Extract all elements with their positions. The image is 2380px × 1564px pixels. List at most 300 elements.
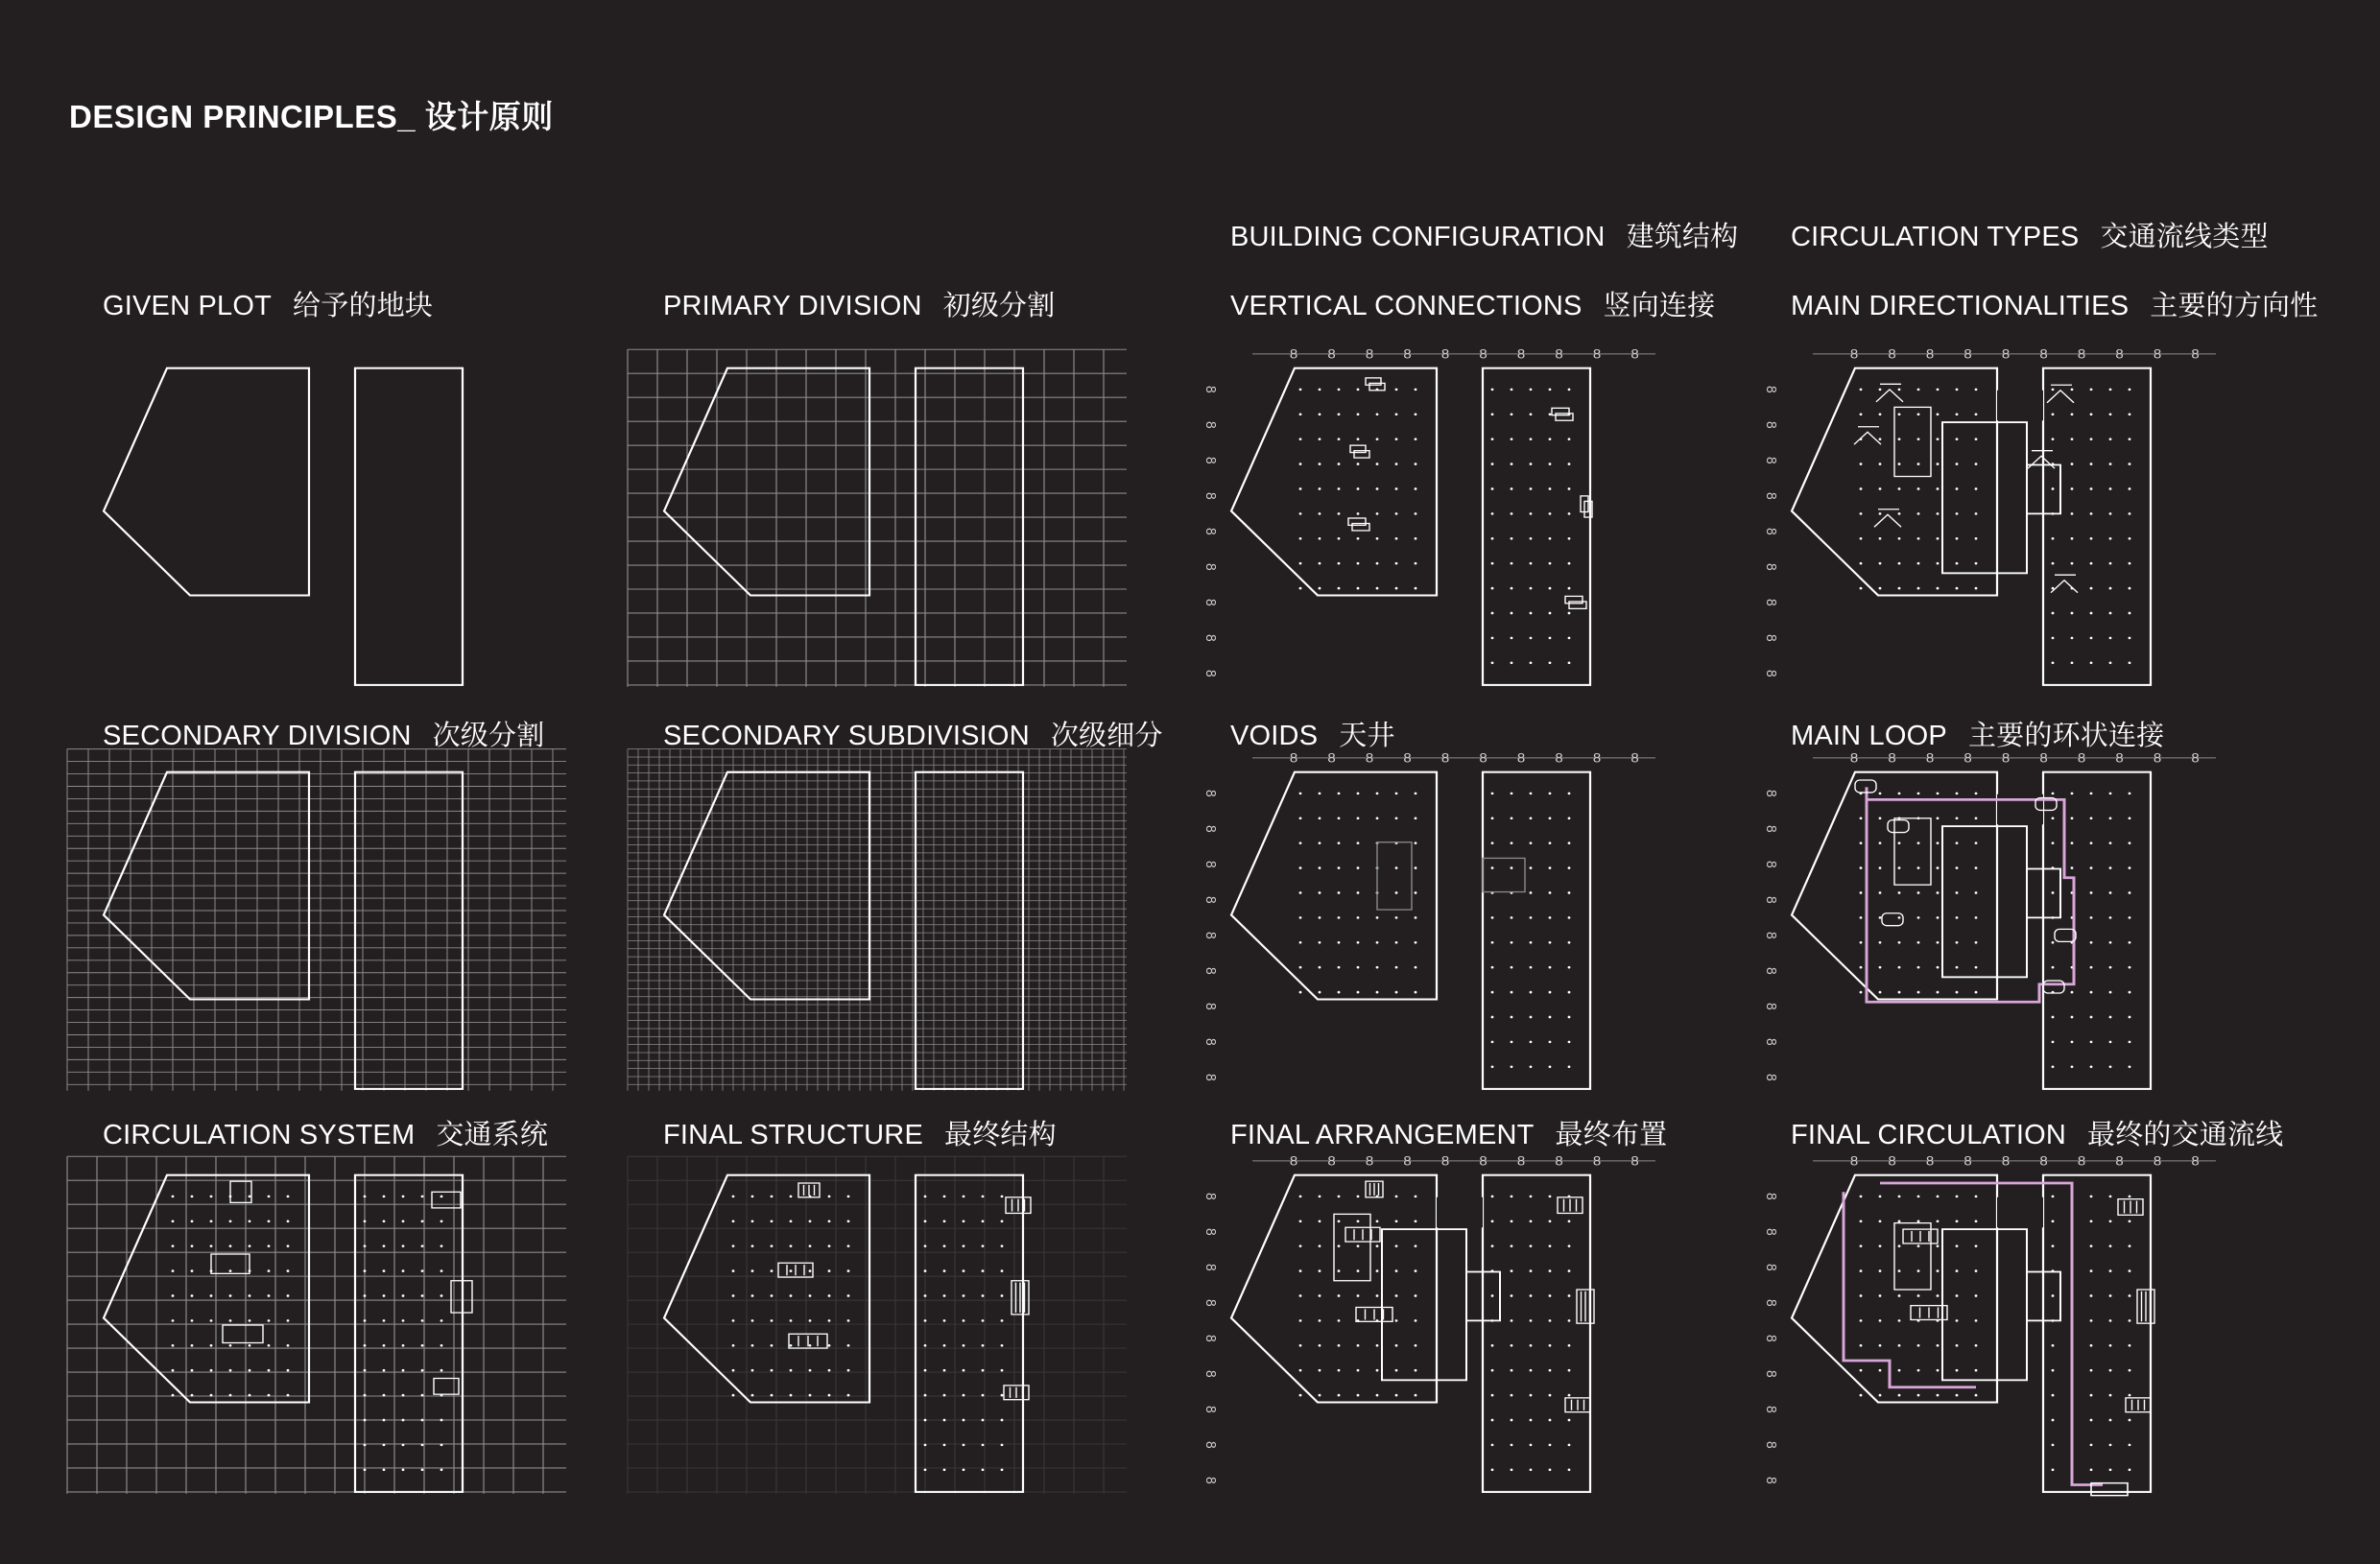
column-dot <box>1395 487 1398 490</box>
column-dot <box>1568 1394 1571 1397</box>
column-dot <box>1491 661 1494 664</box>
column-dot <box>1860 1220 1863 1222</box>
column-dot <box>732 1244 735 1247</box>
column-dot <box>1860 562 1863 565</box>
scale-label-top: 8 <box>1630 1153 1639 1170</box>
column-dot <box>2052 1344 2055 1347</box>
column-dot <box>1299 866 1302 869</box>
column-dot <box>2090 1419 2093 1422</box>
column-dot <box>2052 637 2055 640</box>
direction-arrow <box>2051 581 2078 593</box>
column-dot <box>963 1220 965 1222</box>
plot-outline-east <box>1483 1175 1590 1492</box>
atrium-void <box>1942 422 2027 573</box>
column-dot <box>2052 438 2055 440</box>
column-dot <box>943 1294 946 1297</box>
column-dot <box>2129 1444 2131 1447</box>
stair-core <box>1558 1197 1583 1214</box>
column-dot <box>1879 1244 1882 1247</box>
column-dot <box>1860 817 1863 819</box>
column-dot <box>751 1369 754 1372</box>
column-dot <box>364 1269 367 1272</box>
circulation-box <box>434 1379 459 1395</box>
column-dot <box>1299 413 1302 415</box>
column-dot <box>1937 793 1940 795</box>
column-dot <box>1568 637 1571 640</box>
stair-core <box>1345 1227 1380 1242</box>
column-dot <box>1549 916 1552 919</box>
stair-core <box>1903 1229 1938 1244</box>
column-dot <box>2090 991 2093 994</box>
column-dot <box>2129 916 2131 919</box>
column-dot <box>790 1319 793 1322</box>
column-dot <box>1937 1244 1940 1247</box>
small-void <box>1894 407 1931 476</box>
column-dot <box>2071 389 2074 391</box>
column-dot <box>2129 661 2131 664</box>
column-dot <box>172 1269 175 1272</box>
column-dot <box>1001 1444 1004 1447</box>
column-dot <box>2109 1244 2112 1247</box>
column-dot <box>1917 941 1920 944</box>
column-dot <box>1568 512 1571 515</box>
panel-circulation-system <box>67 1148 605 1503</box>
column-header-building-configuration: BUILDING CONFIGURATION 建筑结构 <box>1230 222 1739 252</box>
scale-label-left: 8 <box>1202 670 1219 677</box>
column-dot <box>1491 438 1494 440</box>
column-dot <box>2109 1468 2112 1471</box>
column-dot <box>1395 1269 1398 1272</box>
column-dot <box>1357 1394 1360 1397</box>
column-dot <box>268 1344 271 1347</box>
plot-outline-east <box>2043 772 2151 1089</box>
scale-label-left: 8 <box>1202 634 1219 642</box>
column-dot <box>963 1419 965 1422</box>
column-dot <box>1511 389 1513 391</box>
column-dot <box>1975 1319 1978 1322</box>
column-dot <box>2109 587 2112 590</box>
column-dot <box>1568 1016 1571 1019</box>
column-dot <box>1376 537 1379 540</box>
column-dot <box>1357 793 1360 795</box>
column-dot <box>1001 1319 1004 1322</box>
column-dot <box>1511 841 1513 844</box>
column-dot <box>1511 1244 1513 1247</box>
column-dot <box>1001 1220 1004 1222</box>
column-dot <box>1860 941 1863 944</box>
column-dot <box>268 1196 271 1198</box>
column-dot <box>1917 1394 1920 1397</box>
scale-label-top: 8 <box>1630 750 1639 767</box>
scale-label-left: 8 <box>1202 1193 1219 1200</box>
column-dot <box>1860 841 1863 844</box>
column-dot <box>1338 793 1341 795</box>
label-main-loop: MAIN LOOP 主要的环状连接 <box>1791 721 2165 751</box>
column-dot <box>2052 537 2055 540</box>
column-dot <box>1568 1269 1571 1272</box>
column-dot <box>1568 1369 1571 1372</box>
scale-label-top: 8 <box>2115 1153 2124 1170</box>
column-dot <box>2090 1369 2093 1372</box>
column-dot <box>1001 1369 1004 1372</box>
column-dot <box>2071 413 2074 415</box>
column-dot <box>1917 537 1920 540</box>
plot-outline-east <box>355 772 463 1089</box>
scale-label-left: 8 <box>1762 1335 1779 1342</box>
column-dot <box>1898 562 1901 565</box>
column-dot <box>2129 512 2131 515</box>
column-dot <box>1338 1220 1341 1222</box>
column-dot <box>1491 941 1494 944</box>
column-dot <box>2109 1394 2112 1397</box>
column-dot <box>1319 512 1321 515</box>
plot-outline-west <box>1231 1175 1437 1403</box>
column-dot <box>1530 1294 1533 1297</box>
scale-label-left: 8 <box>1202 386 1219 393</box>
column-dot <box>809 1369 812 1372</box>
column-dot <box>1491 413 1494 415</box>
column-dot <box>421 1244 424 1247</box>
column-dot <box>771 1196 774 1198</box>
column-dot <box>440 1369 443 1372</box>
column-dot <box>1975 413 1978 415</box>
column-dot <box>1879 537 1882 540</box>
column-dot <box>1511 612 1513 615</box>
column-dot <box>1511 1065 1513 1068</box>
column-dot <box>1937 562 1940 565</box>
column-dot <box>2090 1065 2093 1068</box>
column-dot <box>2090 612 2093 615</box>
loop-node <box>1882 913 1903 926</box>
column-dot <box>1415 487 1417 490</box>
column-dot <box>1511 1369 1513 1372</box>
column-dot <box>287 1244 290 1247</box>
column-dot <box>1338 1394 1341 1397</box>
column-dot <box>1898 1294 1901 1297</box>
column-dot <box>1511 991 1513 994</box>
column-dot <box>2071 793 2074 795</box>
column-dot <box>1860 462 1863 465</box>
column-dot <box>2129 1220 2131 1222</box>
column-dot <box>1549 537 1552 540</box>
column-dot <box>2052 966 2055 969</box>
column-dot <box>191 1196 194 1198</box>
atrium-void <box>1382 1229 1466 1380</box>
label-given-plot: GIVEN PLOT 给予的地块 <box>103 291 434 321</box>
plot-outline-west <box>1792 772 1997 1000</box>
column-dot <box>364 1369 367 1372</box>
column-dot <box>751 1344 754 1347</box>
column-dot <box>1898 793 1901 795</box>
column-dot <box>1937 413 1940 415</box>
column-dot <box>2071 537 2074 540</box>
scale-label-left: 8 <box>1762 634 1779 642</box>
panel-secondary-subdivision <box>628 745 1165 1100</box>
column-dot <box>1415 1294 1417 1297</box>
void-east <box>1483 858 1525 891</box>
column-dot <box>2071 438 2074 440</box>
scale-label-top: 8 <box>1516 346 1526 363</box>
atrium-bridge-mask <box>1997 1197 2043 1227</box>
column-dot <box>1357 413 1360 415</box>
column-dot <box>2052 1065 2055 1068</box>
scale-label-top: 8 <box>2191 346 2200 363</box>
column-dot <box>1549 966 1552 969</box>
scale-label-top: 8 <box>1289 346 1298 363</box>
column-dot <box>1530 1041 1533 1044</box>
column-dot <box>1357 916 1360 919</box>
column-dot <box>1530 462 1533 465</box>
column-dot <box>1530 916 1533 919</box>
column-dot <box>2109 1369 2112 1372</box>
scale-label-left: 8 <box>1762 599 1779 606</box>
column-dot <box>1491 487 1494 490</box>
column-dot <box>1376 487 1379 490</box>
column-dot <box>1879 1319 1882 1322</box>
column-dot <box>1898 438 1901 440</box>
column-dot <box>943 1394 946 1397</box>
column-dot <box>1491 991 1494 994</box>
column-dot <box>1975 389 1978 391</box>
column-dot <box>2090 817 2093 819</box>
column-dot <box>1549 1196 1552 1198</box>
column-dot <box>1956 941 1959 944</box>
column-dot <box>1549 1444 1552 1447</box>
column-dot <box>1395 1344 1398 1347</box>
column-dot <box>2109 817 2112 819</box>
column-dot <box>1376 817 1379 819</box>
scale-label-left: 8 <box>1762 1264 1779 1271</box>
scale-label-top: 8 <box>1289 1153 1298 1170</box>
column-dot <box>1299 1196 1302 1198</box>
column-dot <box>982 1319 985 1322</box>
column-dot <box>1357 587 1360 590</box>
circulation-box <box>230 1181 251 1202</box>
column-dot <box>963 1319 965 1322</box>
column-dot <box>2109 841 2112 844</box>
column-dot <box>1376 512 1379 515</box>
column-dot <box>1975 512 1978 515</box>
scale-bar <box>1202 751 1655 1081</box>
label-final-circulation: FINAL CIRCULATION 最终的交通流线 <box>1791 1120 2284 1150</box>
column-dot <box>440 1294 443 1297</box>
column-dot <box>1415 1394 1417 1397</box>
column-dot <box>1376 941 1379 944</box>
column-dot <box>1549 991 1552 994</box>
column-dot <box>2109 1041 2112 1044</box>
column-dot <box>1530 1244 1533 1247</box>
column-dot <box>1568 537 1571 540</box>
panel-drawing <box>1195 341 1732 696</box>
column-dot <box>1917 462 1920 465</box>
column-dot <box>2052 661 2055 664</box>
column-dot <box>2052 841 2055 844</box>
scale-label-left: 8 <box>1202 563 1219 571</box>
column-dot <box>1491 793 1494 795</box>
column-dot <box>364 1344 367 1347</box>
column-dot <box>1319 793 1321 795</box>
column-dot <box>809 1269 812 1272</box>
column-dot <box>1975 1369 1978 1372</box>
circulation-box <box>223 1325 263 1343</box>
column-dot <box>1415 1319 1417 1322</box>
column-dot <box>982 1468 985 1471</box>
column-dot <box>1879 1269 1882 1272</box>
scale-label-left: 8 <box>1762 1074 1779 1081</box>
column-dot <box>2109 537 2112 540</box>
panel-drawing <box>67 1148 605 1503</box>
label-main-directionalities: MAIN DIRECTIONALITIES 主要的方向性 <box>1791 291 2319 321</box>
column-dot <box>1568 1468 1571 1471</box>
column-dot <box>943 1444 946 1447</box>
scale-label-left: 8 <box>1202 1299 1219 1307</box>
column-dot <box>1319 1220 1321 1222</box>
column-dot <box>1376 1244 1379 1247</box>
column-dot <box>1338 587 1341 590</box>
column-dot <box>2129 462 2131 465</box>
column-dot <box>2071 991 2074 994</box>
column-dot <box>1549 413 1552 415</box>
column-dot <box>1975 1244 1978 1247</box>
column-dot <box>2090 462 2093 465</box>
column-dot <box>268 1394 271 1397</box>
column-dot <box>2129 1468 2131 1471</box>
column-dot <box>1357 438 1360 440</box>
column-dot <box>2129 1196 2131 1198</box>
column-dot <box>2109 1196 2112 1198</box>
column-dot <box>2090 966 2093 969</box>
column-dot <box>2129 991 2131 994</box>
column-dot <box>287 1220 290 1222</box>
column-dot <box>2109 487 2112 490</box>
scale-label-top: 8 <box>2039 1153 2048 1170</box>
column-dot <box>1299 1244 1302 1247</box>
scale-label-top: 8 <box>1516 1153 1526 1170</box>
column-dot <box>2052 1468 2055 1471</box>
column-dot <box>847 1394 850 1397</box>
column-dot <box>1319 966 1321 969</box>
column-dot <box>1491 1065 1494 1068</box>
column-dot <box>1511 487 1513 490</box>
column-dot <box>1319 1394 1321 1397</box>
column-dot <box>2052 1041 2055 1044</box>
scale-label-top: 8 <box>1592 1153 1602 1170</box>
column-dot <box>1338 891 1341 894</box>
column-dot <box>2129 1394 2131 1397</box>
column-dot <box>1956 537 1959 540</box>
column-dot <box>402 1196 405 1198</box>
column-dot <box>2109 1319 2112 1322</box>
column-dot <box>2109 1294 2112 1297</box>
column-dot <box>2090 512 2093 515</box>
column-dot <box>1549 612 1552 615</box>
scale-label-top: 8 <box>1849 750 1859 767</box>
column-dot <box>2109 793 2112 795</box>
column-dot <box>1530 537 1533 540</box>
scale-label-top: 8 <box>1630 346 1639 363</box>
column-dot <box>2090 487 2093 490</box>
column-dot <box>943 1319 946 1322</box>
column-dot <box>1357 1344 1360 1347</box>
plot-outline-east <box>355 368 463 685</box>
column-dot <box>1319 462 1321 465</box>
column-dot <box>2090 438 2093 440</box>
column-dot <box>1530 1016 1533 1019</box>
vertical-links <box>1348 378 1592 608</box>
scale-label-top: 8 <box>1440 1153 1450 1170</box>
column-dot <box>1975 941 1978 944</box>
column-dot <box>1395 1244 1398 1247</box>
column-dot <box>1879 817 1882 819</box>
column-dot <box>1549 512 1552 515</box>
column-dot <box>229 1220 232 1222</box>
column-dot <box>2071 512 2074 515</box>
column-dot <box>1530 793 1533 795</box>
scale-label-left: 8 <box>1762 861 1779 868</box>
column-dot <box>1898 413 1901 415</box>
column-dot <box>2109 661 2112 664</box>
column-dot <box>1898 1394 1901 1397</box>
column-dot <box>1549 1041 1552 1044</box>
column-dot <box>1357 1369 1360 1372</box>
column-dot <box>1395 1220 1398 1222</box>
column-dot <box>1299 512 1302 515</box>
column-dot <box>1511 793 1513 795</box>
scale-label-left: 8 <box>1762 1299 1779 1307</box>
column-dot <box>771 1319 774 1322</box>
column-dot <box>1415 1244 1417 1247</box>
scale-label-top: 8 <box>1403 346 1412 363</box>
scale-label-top: 8 <box>1516 750 1526 767</box>
column-dot <box>1549 1294 1552 1297</box>
column-dot <box>1357 562 1360 565</box>
column-dot <box>1338 562 1341 565</box>
column-dot <box>1415 1344 1417 1347</box>
column-dot <box>210 1394 213 1397</box>
column-dot <box>1338 841 1341 844</box>
column-dot <box>1319 1319 1321 1322</box>
column-dot <box>1879 438 1882 440</box>
column-dot <box>1568 661 1571 664</box>
column-dot <box>1530 438 1533 440</box>
column-dot <box>2129 793 2131 795</box>
column-dot <box>1319 562 1321 565</box>
column-dot <box>1879 389 1882 391</box>
column-dot <box>1937 916 1940 919</box>
column-dot <box>1395 1196 1398 1198</box>
column-dot <box>1319 1269 1321 1272</box>
stair-core <box>2126 1398 2151 1412</box>
column-dot <box>1956 487 1959 490</box>
column-dot <box>1415 841 1417 844</box>
column-dot <box>1937 817 1940 819</box>
column-dot <box>421 1444 424 1447</box>
column-dot <box>1491 1344 1494 1347</box>
column-dot <box>1338 512 1341 515</box>
column-dot <box>1975 916 1978 919</box>
column-dot <box>924 1419 927 1422</box>
column-dot <box>1937 966 1940 969</box>
scale-label-top: 8 <box>1849 1153 1859 1170</box>
column-dot <box>751 1196 754 1198</box>
scale-label-left: 8 <box>1202 492 1219 500</box>
column-dot <box>1879 587 1882 590</box>
column-dot <box>1491 1394 1494 1397</box>
column-dot <box>790 1269 793 1272</box>
column-dot <box>229 1244 232 1247</box>
vertical-link-box <box>1366 378 1381 385</box>
column-dot <box>2129 817 2131 819</box>
